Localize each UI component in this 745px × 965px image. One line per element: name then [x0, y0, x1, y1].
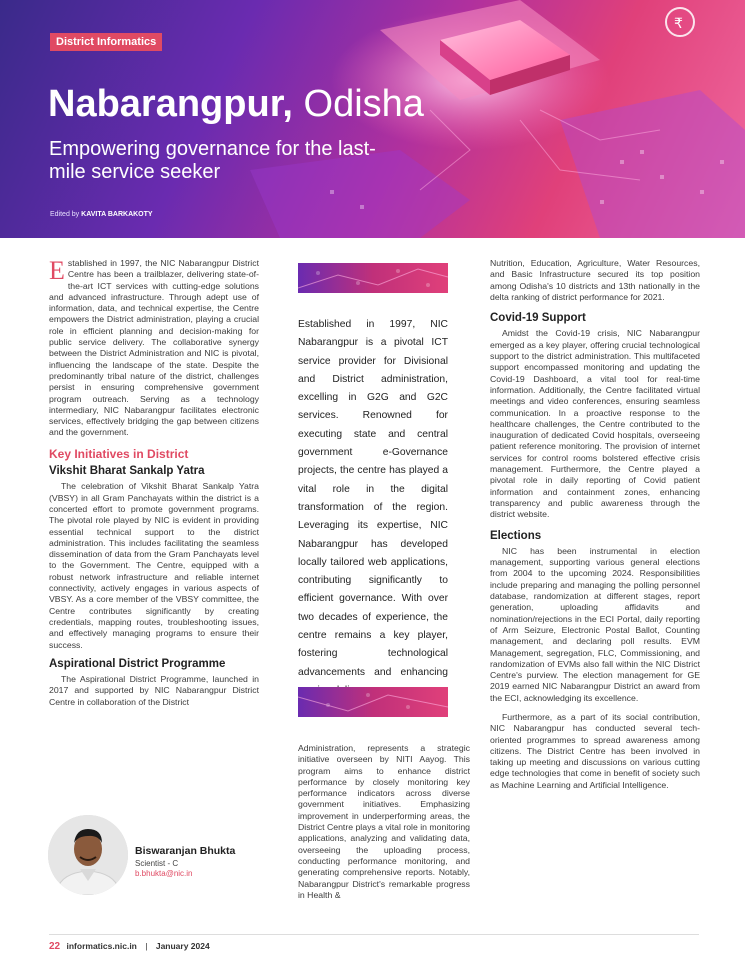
page-title: Nabarangpur, Odisha — [48, 83, 424, 125]
author-role: Scientist - C — [135, 859, 179, 868]
page-number: 22 — [49, 941, 61, 952]
covid-paragraph: Amidst the Covid-19 crisis, NIC Nabarangpur emerged as a key player, offering crucial technological support to the district administration. This multifaceted support encompassed monitoring and updating the Covid-19 Dashboard, a vital tool for real-time information. Additionally, the Centre facilitated virtual meetings and video conferences, ensuring seamless communication. In a proactive response to the healthcare challenges, the Centre contributed to the inauguration of dedicated Covid hospitals, overseeing patient reference monitoring. The provision of internet services for control rooms bolstered effective crisis management. Furthermore, the Centre played a pivotal role in daily reporting of Covid patient information and containment zones, enhancing transparency and public awareness through the district website. — [490, 328, 700, 520]
decorative-bar-top — [298, 263, 448, 293]
author-email[interactable]: b.bhukta@nic.in — [135, 869, 193, 878]
adp-heading: Aspirational District Programme — [49, 657, 226, 670]
elections-paragraph: NIC has been instrumental in election management, supporting various general elections from 2004 to the upcoming 2024. Responsibilities include preparing and managing the polling personnel database, randomization at different stages, report generation, uploading affidavits and nomination/rejections in the ECI Portal, daily reporting of Arm Seizure, Electronic Postal Ballot, Counting management, and declaring poll results. EVM Management, segregation, FLC, Commissioning, and randomization of EVMs also fall within the NIC District Centre's purview. The election management for GE 2019 earned NIC Nabarangpur District an award from the ECI, acknowledging its excellence. — [490, 545, 700, 703]
social-paragraph: Furthermore, as a part of its social contribution, NIC Nabarangpur has conducted several tech-oriented programmes to spread awareness among citizens. The District Centre has been involved in taking up meeting and discussions on various cutting edge technologies that come in benefit of society such as Machine Learning and Artificial Intelligence. — [490, 711, 700, 790]
footer-site[interactable]: informatics.nic.in — [66, 941, 137, 951]
column-1 — [49, 258, 259, 708]
footer-separator: | — [145, 941, 148, 951]
avatar — [48, 815, 128, 895]
page-subtitle: Empowering governance for the last-mile service seeker — [49, 138, 376, 183]
svg-text:₹: ₹ — [674, 16, 683, 32]
page-footer — [49, 941, 210, 952]
covid-heading: Covid-19 Support — [490, 312, 586, 325]
hero-banner — [0, 0, 745, 238]
footer-date: January 2024 — [155, 941, 210, 951]
elections-heading: Elections — [490, 529, 542, 542]
pull-quote: Established in 1997, NIC Nabarangpur is a pivotal ICT service provider for Divisional and District administration, excelling in G2G and G2C services. Renowned for executing state and central government e-Governance projects, the centre has played a vital role in the digital transformation of the region. Leveraging its expertise, NIC Nabarangpur has developed locally tailored web applications, contributing significantly to efficient governance. With over two decades of experience, the centre remains a key player, fostering technological advancements and enhancing — [298, 319, 448, 678]
editor-credit: Edited by KAVITA BARKAKOTY — [50, 211, 153, 218]
vbsy-heading: Vikshit Bharat Sankalp Yatra — [49, 465, 205, 478]
adp-end-paragraph: Nutrition, Education, Agriculture, Water Resources, and Basic Infrastructure secured its top position among Odisha's 10 districts and 13th nationally in the delta ranking of district performance for 2021. — [490, 258, 700, 302]
author-card — [48, 815, 288, 900]
adp-paragraph: The Aspirational District Programme, launched in 2017 and supported by NIC Nabarangpur District Centre in collaboration of the District — [49, 674, 259, 707]
decorative-bar-bottom — [298, 687, 448, 717]
section-tag: District Informatics — [50, 33, 162, 51]
key-initiatives-heading: Key Initiatives in District — [49, 446, 189, 461]
adp-continued: Administration, represents a strategic initiative overseen by NITI Aayog. This program aims to enhance district performance by closely monitoring key performance indicators across diverse government initiatives. Emphasizing improvement in underperforming areas, the District Centre plays a vital role in monitoring applications, analyzing and validating data, overseeing the uploading process, conducting performance monitoring, and generating comprehensive reports. Notably, Nabarangpur District's remarkable progress in Health & — [298, 743, 470, 900]
column-3 — [490, 258, 700, 791]
drop-cap: E — [49, 256, 65, 285]
author-name: Biswaranjan Bhukta — [135, 845, 236, 857]
vbsy-paragraph: The celebration of Vikshit Bharat Sankalp Yatra (VBSY) in all Gram Panchayats within the district is a concerted effort to promote government programs. The pivotal role played by NIC is evident in providing essential technical support to the district administration. This includes facilitating the seamless dissemination of data from the Gram Panchayats level to the Government. The Centre, equipped with a robust network infrastructure and reliable internet connectivity, actively engages in various aspects of VBSY. As a core member of the VBSY committee, the Centre contributes significantly by creating credentials, mapping routes, troubleshooting issues, and effectively managing programs to ensure their success. — [49, 481, 259, 650]
intro-paragraph: Established in 1997, the NIC Nabarangpur District Centre has been a trailblazer, delivering state-of-the-art ICT services with cutting-edge solutions and advanced infrastructure. Through adept use of information, data, and technical expertise, the Centre empowers the District administration, playing a crucial role in efficient planning and decision-making for public service delivery. The collaborative synergy between the District Administration and NIC is pivotal, influencing the landscape of the state. Despite the predominantly tribal nature of the district, challenges persist in ensuring comprehensive government program outreach. Serving as a technology intermediary, NIC Nabarangpur facilitates electronic services, effectively bridging the gap between citizens and the government. — [49, 256, 259, 438]
footer-divider — [49, 934, 699, 935]
